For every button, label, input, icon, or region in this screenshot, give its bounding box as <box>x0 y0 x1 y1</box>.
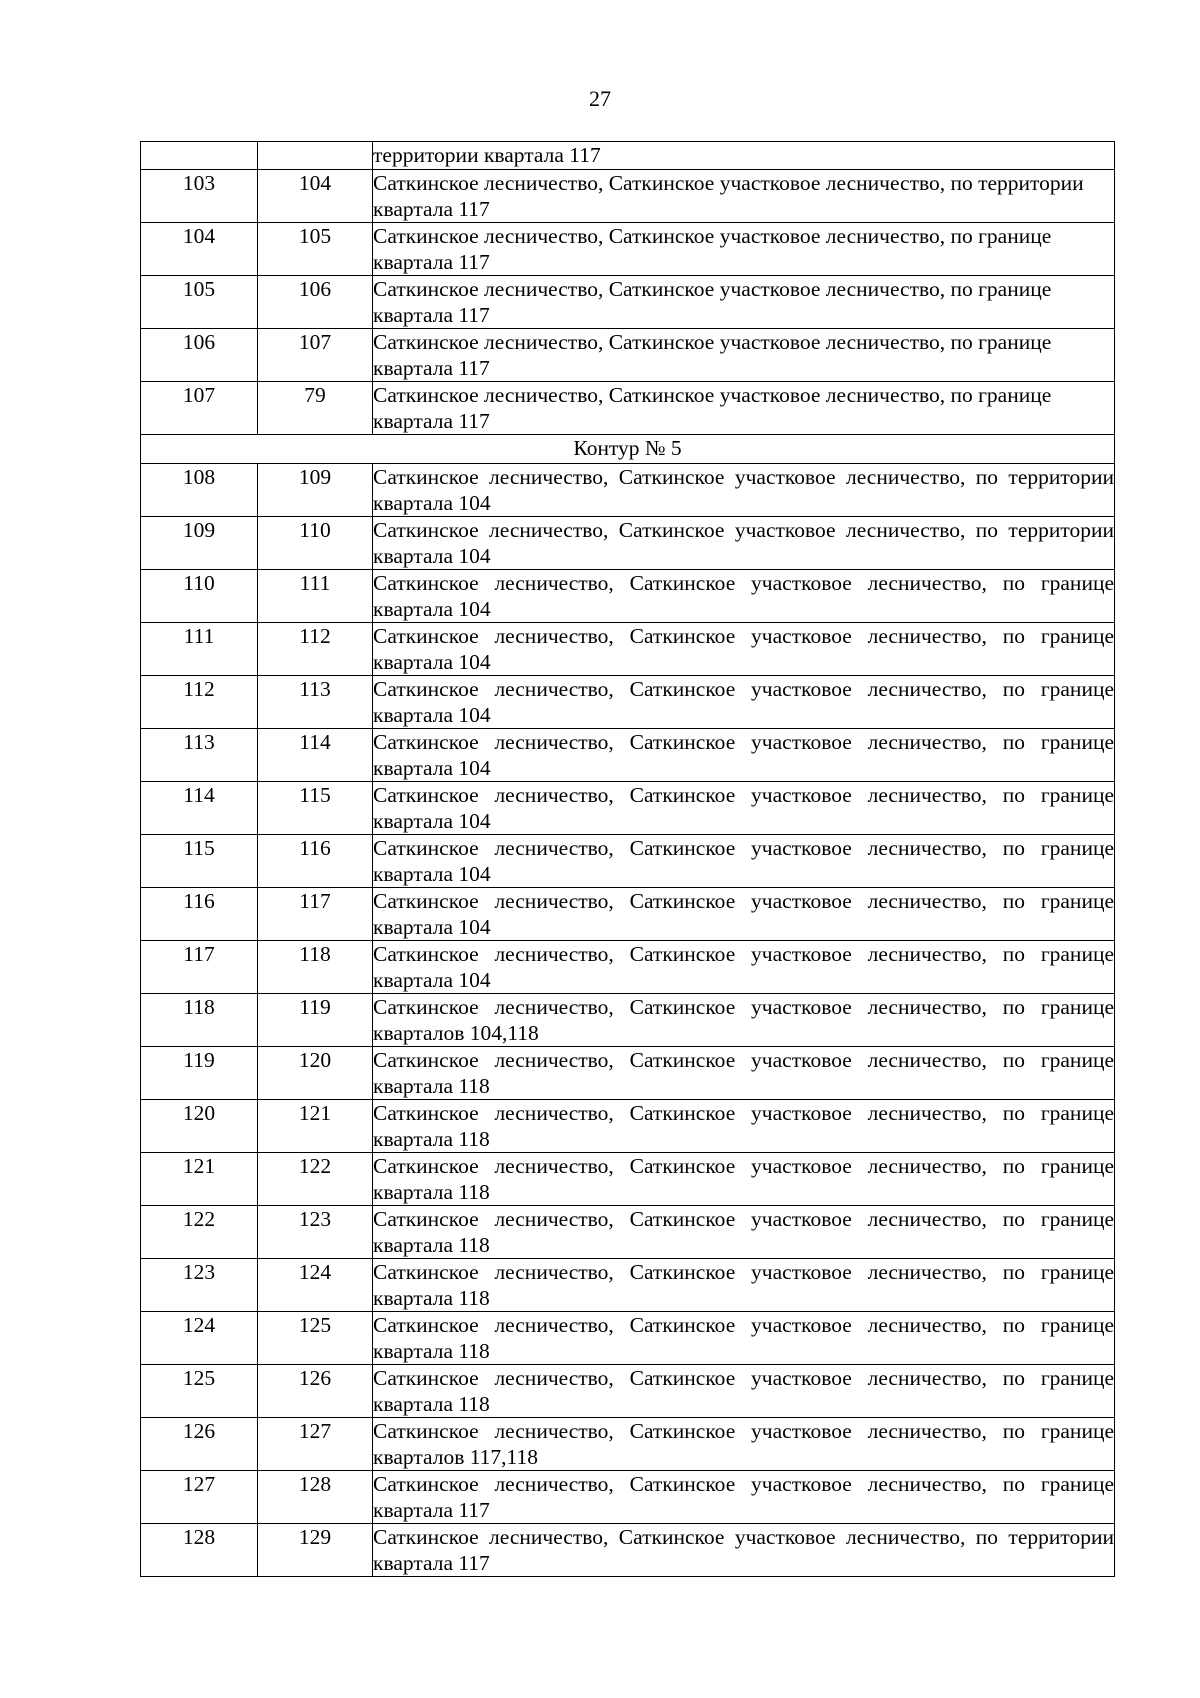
from-point-cell: 119 <box>141 1047 258 1100</box>
description-cell: Саткинское лесничество, Саткинское участковое лесничество, по границе квартала 118 <box>373 1313 1114 1363</box>
to-point-cell: 105 <box>258 223 373 276</box>
to-point-cell: 124 <box>258 1259 373 1312</box>
table-row <box>141 1312 1115 1365</box>
table-row <box>141 1418 1115 1471</box>
to-point-cell: 123 <box>258 1206 373 1259</box>
table-row <box>141 276 1115 329</box>
to-point-cell <box>258 142 373 170</box>
from-point-cell: 108 <box>141 464 258 517</box>
description-cell: территории квартала 117 <box>373 142 1115 170</box>
from-point-cell: 128 <box>141 1524 258 1577</box>
page-number: 27 <box>589 86 611 111</box>
from-point-cell: 104 <box>141 223 258 276</box>
from-point-cell: 124 <box>141 1312 258 1365</box>
to-point-cell: 110 <box>258 517 373 570</box>
to-point-cell: 119 <box>258 994 373 1047</box>
from-point-cell: 103 <box>141 170 258 223</box>
table-row <box>141 1100 1115 1153</box>
to-point-cell: 128 <box>258 1471 373 1524</box>
from-point-cell: 113 <box>141 729 258 782</box>
to-point-cell: 111 <box>258 570 373 623</box>
to-point-cell: 112 <box>258 623 373 676</box>
table-row <box>141 223 1115 276</box>
table-row <box>141 1259 1115 1312</box>
description-cell: Саткинское лесничество, Саткинское участковое лесничество, по границе квартала 104 <box>373 730 1114 780</box>
description-cell: Саткинское лесничество, Саткинское участковое лесничество, по границе квартала 117 <box>373 276 1115 329</box>
to-point-cell: 113 <box>258 676 373 729</box>
table-row <box>141 329 1115 382</box>
from-point-cell: 122 <box>141 1206 258 1259</box>
description-cell: Саткинское лесничество, Саткинское участковое лесничество, по границе квартала 118 <box>373 1048 1114 1098</box>
description-cell: Саткинское лесничество, Саткинское участковое лесничество, по границе кварталов 117,118 <box>373 1419 1114 1469</box>
to-point-cell: 121 <box>258 1100 373 1153</box>
from-point-cell: 116 <box>141 888 258 941</box>
from-point-cell: 112 <box>141 676 258 729</box>
description-cell: Саткинское лесничество, Саткинское участковое лесничество, по границе квартала 104 <box>373 677 1114 727</box>
to-point-cell: 104 <box>258 170 373 223</box>
to-point-cell: 127 <box>258 1418 373 1471</box>
from-point-cell: 117 <box>141 941 258 994</box>
to-point-cell: 125 <box>258 1312 373 1365</box>
from-point-cell: 123 <box>141 1259 258 1312</box>
to-point-cell: 79 <box>258 382 373 435</box>
description-cell: Саткинское лесничество, Саткинское участковое лесничество, по границе квартала 118 <box>373 1101 1114 1151</box>
table-row <box>141 1153 1115 1206</box>
from-point-cell: 126 <box>141 1418 258 1471</box>
from-point-cell: 115 <box>141 835 258 888</box>
from-point-cell: 111 <box>141 623 258 676</box>
description-cell: Саткинское лесничество, Саткинское участковое лесничество, по границе квартала 118 <box>373 1366 1114 1416</box>
table-row <box>141 623 1115 676</box>
description-cell: Саткинское лесничество, Саткинское участковое лесничество, по границе квартала 118 <box>373 1154 1114 1204</box>
to-point-cell: 106 <box>258 276 373 329</box>
from-point-cell: 114 <box>141 782 258 835</box>
description-cell: Саткинское лесничество, Саткинское участковое лесничество, по границе квартала 118 <box>373 1260 1114 1310</box>
table-row <box>141 570 1115 623</box>
to-point-cell: 126 <box>258 1365 373 1418</box>
contour-label: Контур № 5 <box>141 435 1115 464</box>
to-point-cell: 129 <box>258 1524 373 1577</box>
table-row <box>141 835 1115 888</box>
description-cell: Саткинское лесничество, Саткинское участковое лесничество, по границе квартала 104 <box>373 942 1114 992</box>
table-row <box>141 676 1115 729</box>
from-point-cell: 120 <box>141 1100 258 1153</box>
description-cell: Саткинское лесничество, Саткинское участковое лесничество, по границе квартала 104 <box>373 624 1114 674</box>
to-point-cell: 114 <box>258 729 373 782</box>
from-point-cell: 105 <box>141 276 258 329</box>
contour-header-row <box>141 435 1115 464</box>
boundary-table-body <box>141 142 1115 1577</box>
description-cell: Саткинское лесничество, Саткинское участковое лесничество, по территории квартала 104 <box>373 465 1114 515</box>
from-point-cell: 125 <box>141 1365 258 1418</box>
description-cell: Саткинское лесничество, Саткинское участковое лесничество, по границе квартала 117 <box>373 1472 1114 1522</box>
from-point-cell: 107 <box>141 382 258 435</box>
from-point-cell: 118 <box>141 994 258 1047</box>
table-row <box>141 382 1115 435</box>
boundary-table <box>140 141 1115 1577</box>
table-row <box>141 994 1115 1047</box>
from-point-cell: 121 <box>141 1153 258 1206</box>
table-row <box>141 1206 1115 1259</box>
table-row <box>141 1524 1115 1577</box>
table-row <box>141 888 1115 941</box>
description-cell: Саткинское лесничество, Саткинское участковое лесничество, по территории квартала 117 <box>373 170 1115 223</box>
table-row <box>141 170 1115 223</box>
description-cell: Саткинское лесничество, Саткинское участковое лесничество, по границе квартала 104 <box>373 783 1114 833</box>
to-point-cell: 116 <box>258 835 373 888</box>
from-point-cell: 106 <box>141 329 258 382</box>
description-cell: Саткинское лесничество, Саткинское участковое лесничество, по границе квартала 117 <box>373 382 1115 435</box>
description-cell: Саткинское лесничество, Саткинское участковое лесничество, по территории квартала 117 <box>373 1525 1114 1575</box>
description-cell: Саткинское лесничество, Саткинское участковое лесничество, по границе квартала 104 <box>373 836 1114 886</box>
table-row <box>141 1471 1115 1524</box>
to-point-cell: 122 <box>258 1153 373 1206</box>
from-point-cell: 127 <box>141 1471 258 1524</box>
table-row <box>141 729 1115 782</box>
to-point-cell: 120 <box>258 1047 373 1100</box>
table-row <box>141 142 1115 170</box>
table-row <box>141 941 1115 994</box>
from-point-cell: 109 <box>141 517 258 570</box>
table-row <box>141 464 1115 517</box>
to-point-cell: 109 <box>258 464 373 517</box>
to-point-cell: 117 <box>258 888 373 941</box>
table-row <box>141 1047 1115 1100</box>
to-point-cell: 115 <box>258 782 373 835</box>
from-point-cell: 110 <box>141 570 258 623</box>
from-point-cell <box>141 142 258 170</box>
table-row <box>141 1365 1115 1418</box>
description-cell: Саткинское лесничество, Саткинское участковое лесничество, по границе кварталов 104,118 <box>373 995 1114 1045</box>
description-cell: Саткинское лесничество, Саткинское участковое лесничество, по границе квартала 104 <box>373 571 1114 621</box>
table-row <box>141 782 1115 835</box>
to-point-cell: 107 <box>258 329 373 382</box>
description-cell: Саткинское лесничество, Саткинское участковое лесничество, по границе квартала 118 <box>373 1207 1114 1257</box>
description-cell: Саткинское лесничество, Саткинское участковое лесничество, по границе квартала 117 <box>373 223 1115 276</box>
table-row <box>141 517 1115 570</box>
description-cell: Саткинское лесничество, Саткинское участковое лесничество, по границе квартала 104 <box>373 889 1114 939</box>
description-cell: Саткинское лесничество, Саткинское участковое лесничество, по границе квартала 117 <box>373 329 1115 382</box>
description-cell: Саткинское лесничество, Саткинское участковое лесничество, по территории квартала 104 <box>373 518 1114 568</box>
to-point-cell: 118 <box>258 941 373 994</box>
